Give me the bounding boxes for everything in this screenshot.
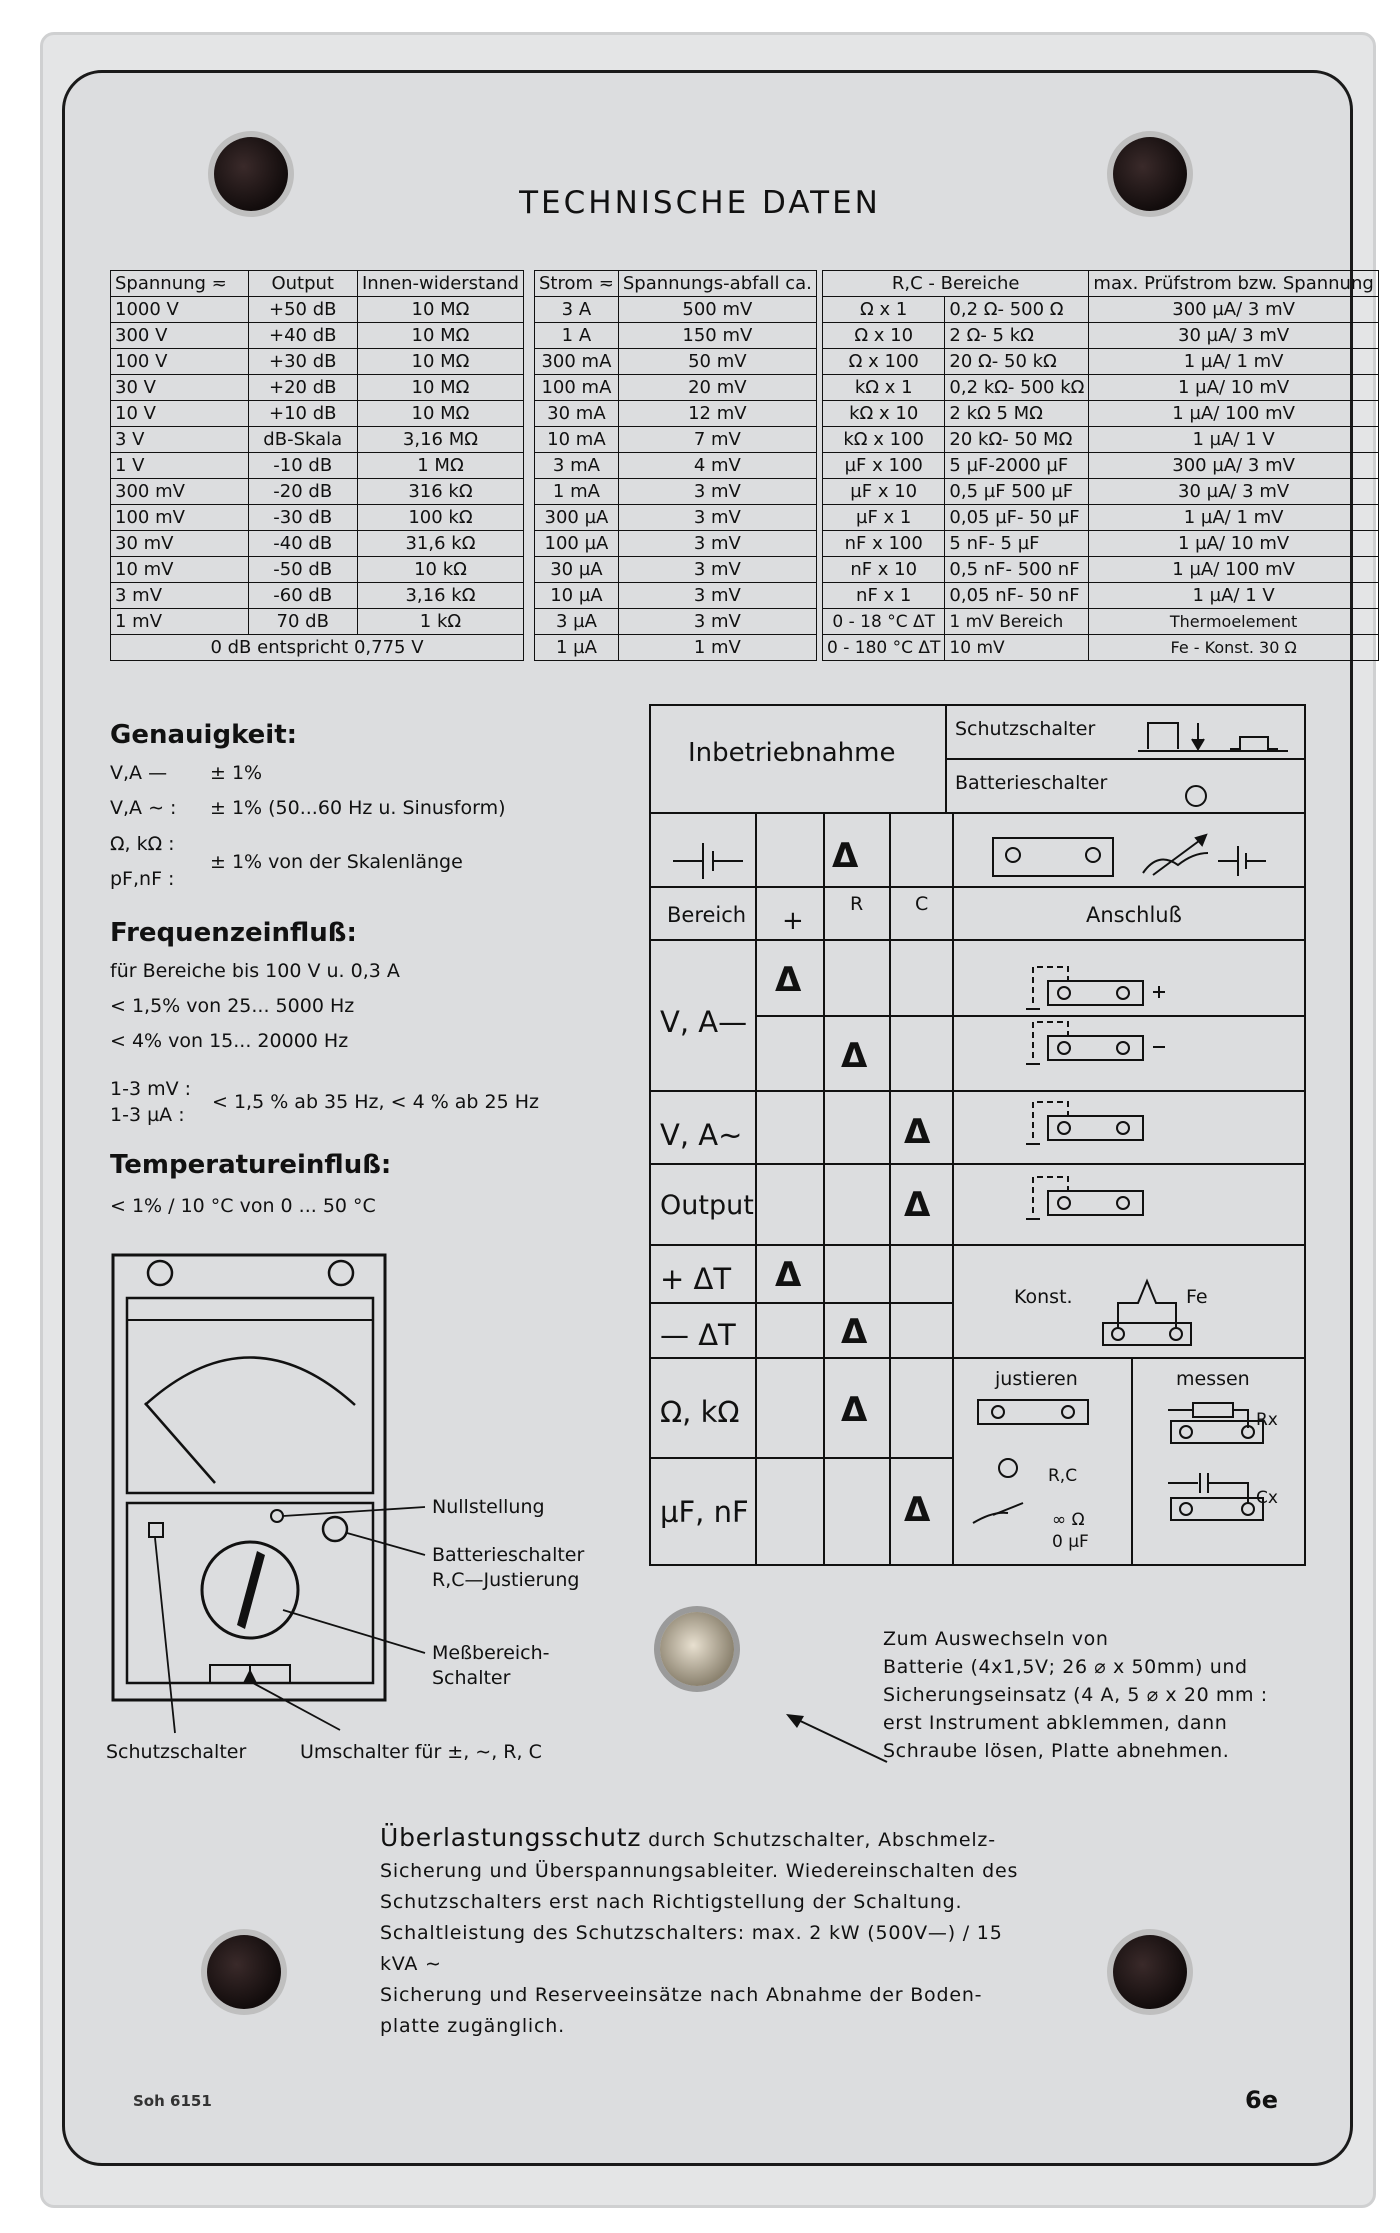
label-messbereich: Meßbereich- — [432, 1642, 550, 1664]
rc-range: 5 µF-2000 µF — [945, 453, 1089, 479]
operation-table — [648, 703, 1308, 1573]
voltage-drop: 12 mV — [618, 401, 816, 427]
tri-va-dc-r: Δ — [841, 1036, 868, 1076]
output-db: -50 dB — [248, 557, 357, 583]
tri-minus-dt: Δ — [841, 1312, 868, 1352]
voltage-row — [111, 349, 524, 375]
voltage-drop: 50 mV — [618, 349, 816, 375]
diagram-hole-right — [329, 1261, 353, 1285]
label-zero-uf: 0 µF — [1052, 1532, 1089, 1552]
voltage-range: 1 V — [111, 453, 249, 479]
rc-range: 0,2 kΩ- 500 kΩ — [945, 375, 1089, 401]
schematic-stroke — [1170, 1328, 1182, 1340]
current-range: 1 A — [535, 323, 619, 349]
row-ohm: Ω, kΩ — [660, 1395, 740, 1429]
battery-note-l1: Zum Auswechseln von — [883, 1628, 1109, 1650]
overload-l3: Schutzschalters erst nach Richtigstellung der Schaltung. — [380, 1891, 963, 1913]
col-plus: + — [782, 906, 804, 936]
rc-test-current: 1 µA/ 100 mV — [1089, 557, 1378, 583]
page-title: TECHNISCHE DATEN — [519, 185, 881, 221]
instrument-diagram — [105, 1245, 665, 1775]
schematic-stroke — [1233, 1410, 1248, 1428]
range-selector-pointer — [237, 1551, 265, 1629]
freq-l2: < 1,5% von 25... 5000 Hz — [110, 995, 355, 1017]
overload-lead: Überlastungsschutz — [380, 1823, 642, 1852]
freq-l3: < 4% von 15... 20000 Hz — [110, 1030, 349, 1052]
current-range: 300 mA — [535, 349, 619, 375]
label-messbereich-schalter: Schalter — [432, 1667, 511, 1689]
acc-l34b: ± 1% von der Skalenlänge — [210, 851, 463, 873]
voltage-range: 30 mV — [111, 531, 249, 557]
voltage-drop: 3 mV — [618, 609, 816, 635]
screw-bottom-right — [1113, 1935, 1187, 2009]
current-range: 30 mA — [535, 401, 619, 427]
input-resistance: 10 MΩ — [357, 349, 523, 375]
rc-multiplier: nF x 100 — [823, 531, 945, 557]
rc-test-current: 30 µA/ 3 mV — [1089, 323, 1378, 349]
battery-note-l3: Sicherungseinsatz (4 A, 5 ⌀ x 20 mm : — [883, 1684, 1268, 1706]
schematic-stroke — [992, 1406, 1004, 1418]
voltage-drop: 7 mV — [618, 427, 816, 453]
voltage-row — [111, 401, 524, 427]
current-row — [535, 583, 817, 609]
rc-range: 20 Ω- 50 kΩ — [945, 349, 1089, 375]
current-range: 3 mA — [535, 453, 619, 479]
voltage-range: 100 mV — [111, 505, 249, 531]
rc-multiplier: kΩ x 1 — [823, 375, 945, 401]
overload-l2: Sicherung und Überspannungsableiter. Wiedereinschalten des — [380, 1860, 1019, 1882]
freq-l5a: 1-3 µA : — [110, 1104, 185, 1126]
schematic-stroke — [1033, 967, 1068, 1003]
rc-test-current: 1 µA/ 1 V — [1089, 583, 1378, 609]
schutzschalter-mark — [149, 1523, 163, 1537]
voltage-drop: 3 mV — [618, 479, 816, 505]
tri-va-ac-c: Δ — [904, 1112, 931, 1152]
temp-l1: < 1% / 10 °C von 0 ... 50 °C — [110, 1195, 376, 1217]
header-rc-bereiche: R,C - Bereiche — [823, 271, 1089, 297]
voltage-drop: 3 mV — [618, 557, 816, 583]
rc-test-current: 1 µA/ 100 mV — [1089, 401, 1378, 427]
footer-right: 6e — [1245, 2086, 1278, 2114]
rc-row — [823, 375, 1379, 401]
rc-multiplier: kΩ x 100 — [823, 427, 945, 453]
input-resistance: 3,16 kΩ — [357, 583, 523, 609]
rc-multiplier: µF x 100 — [823, 453, 945, 479]
rc-range: 20 kΩ- 50 MΩ — [945, 427, 1089, 453]
label-messen: messen — [1176, 1368, 1250, 1390]
row-va-ac: V, A∼ — [660, 1118, 743, 1152]
current-row — [535, 427, 817, 453]
current-range: 30 µA — [535, 557, 619, 583]
header-output: Output — [248, 271, 357, 297]
rc-row — [823, 323, 1379, 349]
acc-l4a: pF,nF : — [110, 868, 175, 890]
output-db: -20 dB — [248, 479, 357, 505]
current-table — [534, 270, 817, 661]
rc-row — [823, 479, 1379, 505]
voltage-range: 1000 V — [111, 297, 249, 323]
voltage-row — [111, 557, 524, 583]
schematic-stroke — [1242, 1503, 1254, 1515]
output-db: +20 dB — [248, 375, 357, 401]
schematic-stroke — [1058, 1197, 1070, 1209]
schematic-stroke — [1062, 1406, 1074, 1418]
nullstellung-mark — [271, 1510, 283, 1522]
current-range: 10 µA — [535, 583, 619, 609]
temp-bereich-label: Bereich — [999, 611, 1064, 632]
rc-range: 0,2 Ω- 500 Ω — [945, 297, 1089, 323]
output-db: +10 dB — [248, 401, 357, 427]
rc-range: 5 nF- 5 µF — [945, 531, 1089, 557]
output-db: -10 dB — [248, 453, 357, 479]
label-konst: Konst. — [1014, 1286, 1073, 1308]
voltage-table — [110, 270, 524, 661]
schematic-stroke — [1058, 1122, 1070, 1134]
current-range: 1 mA — [535, 479, 619, 505]
input-resistance: 3,16 MΩ — [357, 427, 523, 453]
current-row — [535, 479, 817, 505]
rc-multiplier: Ω x 100 — [823, 349, 945, 375]
tri-output-c: Δ — [904, 1185, 931, 1225]
input-resistance: 10 kΩ — [357, 557, 523, 583]
rc-multiplier: Ω x 1 — [823, 297, 945, 323]
umschalter-mark — [243, 1669, 257, 1683]
rc-test-current: 1 µA/ 10 mV — [1089, 375, 1378, 401]
voltage-range: 10 mV — [111, 557, 249, 583]
schematic-stroke — [1193, 1403, 1233, 1417]
rc-row — [823, 505, 1379, 531]
rc-row — [823, 557, 1379, 583]
overload-l6: platte zugänglich. — [380, 2015, 565, 2037]
schematic-stroke — [1033, 1177, 1068, 1213]
label-umschalter: Umschalter für ±, ∼, R, C — [300, 1741, 542, 1763]
schematic-stroke — [1117, 987, 1129, 999]
rc-row — [823, 297, 1379, 323]
row-minus-dt: — ΔT — [660, 1318, 736, 1352]
voltage-row — [111, 375, 524, 401]
current-range: 3 A — [535, 297, 619, 323]
diagram-body — [113, 1255, 385, 1700]
rc-range: 0,5 µF 500 µF — [945, 479, 1089, 505]
current-range: 100 mA — [535, 375, 619, 401]
thermoelement-label: Thermoelement — [1089, 609, 1378, 635]
current-row — [535, 635, 817, 661]
rc-multiplier: Ω x 10 — [823, 323, 945, 349]
voltage-footer-note: 0 dB entspricht 0,775 V — [111, 635, 524, 661]
header-spannungsabfall: Spannungs-abfall ca. — [618, 271, 816, 297]
schematic-stroke — [1058, 1042, 1070, 1054]
schematic-stroke — [993, 1503, 1023, 1515]
voltage-drop: 500 mV — [618, 297, 816, 323]
schematic-stroke — [1171, 1498, 1263, 1520]
rc-range: 0,05 µF- 50 µF — [945, 505, 1089, 531]
voltage-row — [111, 583, 524, 609]
battery-note-l5: Schraube lösen, Platte abnehmen. — [883, 1740, 1230, 1762]
battery-note-l4: erst Instrument abklemmen, dann — [883, 1712, 1228, 1734]
rc-test-current: 30 µA/ 3 mV — [1089, 479, 1378, 505]
temp-val-1: 1 mV — [949, 611, 994, 632]
thermoelement-spec: Fe - Konst. 30 Ω — [1089, 635, 1378, 661]
voltage-row — [111, 427, 524, 453]
output-db: +40 dB — [248, 323, 357, 349]
rc-test-current: 300 µA/ 3 mV — [1089, 297, 1378, 323]
rc-test-current: 1 µA/ 10 mV — [1089, 531, 1378, 557]
tri-ohm: Δ — [841, 1390, 868, 1430]
schematic-stroke — [1208, 1483, 1248, 1503]
schematic-stroke — [1171, 1421, 1263, 1443]
rc-table — [822, 270, 1379, 661]
row-farad: µF, nF — [660, 1495, 749, 1529]
overload-l4: Schaltleistung des Schutzschalters: max. 2 kW (500V—) / 15 kVA ∼ — [380, 1922, 1003, 1975]
input-resistance: 100 kΩ — [357, 505, 523, 531]
rc-multiplier: µF x 1 — [823, 505, 945, 531]
rc-multiplier: kΩ x 10 — [823, 401, 945, 427]
freq-l1: für Bereiche bis 100 V u. 0,3 A — [110, 960, 400, 982]
inbetriebnahme-title: Inbetriebnahme — [688, 738, 896, 768]
output-db: 70 dB — [248, 609, 357, 635]
output-db: -30 dB — [248, 505, 357, 531]
acc-l3a: Ω, kΩ : — [110, 833, 175, 855]
voltage-row — [111, 323, 524, 349]
row-plus-dt: + ΔT — [660, 1262, 732, 1296]
schematic-stroke — [1033, 1102, 1068, 1138]
freq-l4a: 1-3 mV : — [110, 1078, 192, 1100]
row-va-dc: V, A— — [660, 1005, 748, 1039]
rc-row — [823, 453, 1379, 479]
label-cx: Cx — [1256, 1488, 1278, 1508]
voltage-row — [111, 609, 524, 635]
current-row — [535, 453, 817, 479]
screw-bottom-left — [207, 1935, 281, 2009]
current-row — [535, 557, 817, 583]
col-anschluss: Anschluß — [1086, 903, 1182, 927]
label-fe: Fe — [1186, 1286, 1208, 1308]
voltage-range: 10 V — [111, 401, 249, 427]
meter-window — [127, 1298, 373, 1493]
current-range: 100 µA — [535, 531, 619, 557]
input-resistance: 10 MΩ — [357, 297, 523, 323]
accuracy-heading: Genauigkeit: — [110, 720, 298, 750]
acc-l1b: ± 1% — [210, 762, 263, 784]
col-c: C — [915, 893, 929, 915]
schematic-stroke — [1112, 1328, 1124, 1340]
current-row — [535, 531, 817, 557]
input-resistance: 10 MΩ — [357, 375, 523, 401]
label-batterieschalter: Batterieschalter — [432, 1544, 585, 1566]
voltage-range: 1 mV — [111, 609, 249, 635]
current-row — [535, 297, 817, 323]
schematic-stroke — [973, 1513, 1008, 1523]
overload-l1: durch Schutzschalter, Abschmelz- — [641, 1829, 996, 1851]
schematic-stroke — [1180, 1503, 1192, 1515]
schematic-stroke — [1117, 1197, 1129, 1209]
arrow-to-screw — [782, 1710, 892, 1770]
current-row — [535, 349, 817, 375]
output-db: +30 dB — [248, 349, 357, 375]
batterieschalter-header: Batterieschalter — [955, 772, 1108, 794]
output-db: +50 dB — [248, 297, 357, 323]
temp-val-2: 10 mV — [945, 635, 1089, 661]
output-db: -40 dB — [248, 531, 357, 557]
voltage-row — [111, 505, 524, 531]
voltage-range: 30 V — [111, 375, 249, 401]
schematic-stroke — [1117, 1042, 1129, 1054]
schematic-stroke — [1103, 1323, 1191, 1345]
voltage-row — [111, 297, 524, 323]
input-resistance: 10 MΩ — [357, 401, 523, 427]
rc-range: 2 Ω- 5 kΩ — [945, 323, 1089, 349]
label-rc-justierung: R,C—Justierung — [432, 1569, 580, 1591]
freq-l45b: < 1,5 % ab 35 Hz, < 4 % ab 25 Hz — [212, 1091, 540, 1113]
output-db: dB-Skala — [248, 427, 357, 453]
rc-test-current: 1 µA/ 1 mV — [1089, 505, 1378, 531]
voltage-drop: 1 mV — [618, 635, 816, 661]
label-inf-ohm: ∞ Ω — [1052, 1510, 1085, 1530]
battery-screw[interactable] — [660, 1612, 734, 1686]
voltage-drop: 3 mV — [618, 583, 816, 609]
temp-range-2: 0 - 180 °C ΔT — [823, 635, 945, 661]
rc-test-current: 1 µA/ 1 mV — [1089, 349, 1378, 375]
voltage-drop: 4 mV — [618, 453, 816, 479]
schematic-stroke — [1118, 1281, 1176, 1328]
current-range: 300 µA — [535, 505, 619, 531]
battery-note — [883, 1625, 1268, 1765]
header-strom: Strom ≂ — [535, 271, 619, 297]
rc-row — [823, 349, 1379, 375]
voltage-drop: 3 mV — [618, 505, 816, 531]
rc-range: 2 kΩ 5 MΩ — [945, 401, 1089, 427]
current-range: 3 µA — [535, 609, 619, 635]
battery-note-l2: Batterie (4x1,5V; 26 ⌀ x 50mm) und — [883, 1656, 1248, 1678]
frequency-heading: Frequenzeinfluß: — [110, 918, 357, 948]
label-nullstellung: Nullstellung — [432, 1496, 545, 1518]
overload-note — [380, 1822, 1040, 2042]
voltage-drop: 150 mV — [618, 323, 816, 349]
schematic-stroke — [978, 1400, 1088, 1424]
label-rc: R,C — [1048, 1466, 1078, 1486]
rc-test-current: 1 µA/ 1 V — [1089, 427, 1378, 453]
input-resistance: 316 kΩ — [357, 479, 523, 505]
voltage-drop: 3 mV — [618, 531, 816, 557]
label-justieren: justieren — [995, 1368, 1078, 1390]
acc-l2b: ± 1% (50...60 Hz u. Sinusform) — [210, 797, 506, 819]
header-spannung: Spannung ≂ — [111, 271, 249, 297]
voltage-range: 3 mV — [111, 583, 249, 609]
input-resistance: 1 MΩ — [357, 453, 523, 479]
voltage-range: 300 V — [111, 323, 249, 349]
current-range: 1 µA — [535, 635, 619, 661]
voltage-range: 100 V — [111, 349, 249, 375]
schematic-stroke — [1033, 1022, 1068, 1058]
rc-multiplier: µF x 10 — [823, 479, 945, 505]
header-max-pruefstrom: max. Prüfstrom bzw. Spannung — [1089, 271, 1378, 297]
current-row — [535, 401, 817, 427]
voltage-range: 300 mV — [111, 479, 249, 505]
batterieschalter-mark — [323, 1517, 347, 1541]
rc-range: 0,5 nF- 500 nF — [945, 557, 1089, 583]
temperature-heading: Temperatureinfluß: — [110, 1150, 392, 1180]
rc-range: 0,05 nF- 50 nF — [945, 583, 1089, 609]
acc-l1a: V,A — — [110, 762, 168, 784]
current-range: 10 mA — [535, 427, 619, 453]
current-row — [535, 609, 817, 635]
rc-test-current: 300 µA/ 3 mV — [1089, 453, 1378, 479]
tri-plus-dt: Δ — [775, 1255, 802, 1295]
schematic-stroke — [1058, 987, 1070, 999]
footer-left: Soh 6151 — [133, 2092, 212, 2110]
output-db: -60 dB — [248, 583, 357, 609]
tri-farad: Δ — [904, 1490, 931, 1530]
diagram-hole-left — [148, 1261, 172, 1285]
col-bereich: Bereich — [667, 903, 747, 927]
rc-row — [823, 583, 1379, 609]
input-resistance: 31,6 kΩ — [357, 531, 523, 557]
input-resistance: 1 kΩ — [357, 609, 523, 635]
rc-multiplier: nF x 1 — [823, 583, 945, 609]
voltage-row — [111, 453, 524, 479]
acc-l2a: V,A ∼ : — [110, 797, 177, 819]
current-row — [535, 375, 817, 401]
tri-va-dc-plus: Δ — [775, 960, 802, 1000]
temp-range-1: 0 - 18 °C ΔT — [823, 609, 945, 635]
row-output: Output — [660, 1190, 754, 1221]
schematic-stroke — [1180, 1426, 1192, 1438]
label-rx: Rx — [1256, 1410, 1278, 1430]
meter-needle — [145, 1403, 215, 1483]
schematic-stroke — [1117, 1122, 1129, 1134]
meter-scale — [145, 1358, 355, 1406]
input-resistance: 10 MΩ — [357, 323, 523, 349]
rc-multiplier: nF x 10 — [823, 557, 945, 583]
overload-l5: Sicherung und Reserveeinsätze nach Abnahme der Boden- — [380, 1984, 983, 2006]
col-r: R — [850, 893, 864, 915]
voltage-row — [111, 479, 524, 505]
tri-header: Δ — [832, 836, 859, 876]
schematic-stroke — [999, 1459, 1017, 1477]
rc-row — [823, 401, 1379, 427]
voltage-range: 3 V — [111, 427, 249, 453]
schutzschalter-header: Schutzschalter — [955, 718, 1096, 740]
voltage-drop: 20 mV — [618, 375, 816, 401]
header-innenwiderstand: Innen-widerstand — [357, 271, 523, 297]
label-schutzschalter: Schutzschalter — [106, 1741, 247, 1763]
current-row — [535, 323, 817, 349]
rc-row — [823, 531, 1379, 557]
rc-row — [823, 427, 1379, 453]
current-row — [535, 505, 817, 531]
voltage-row — [111, 531, 524, 557]
